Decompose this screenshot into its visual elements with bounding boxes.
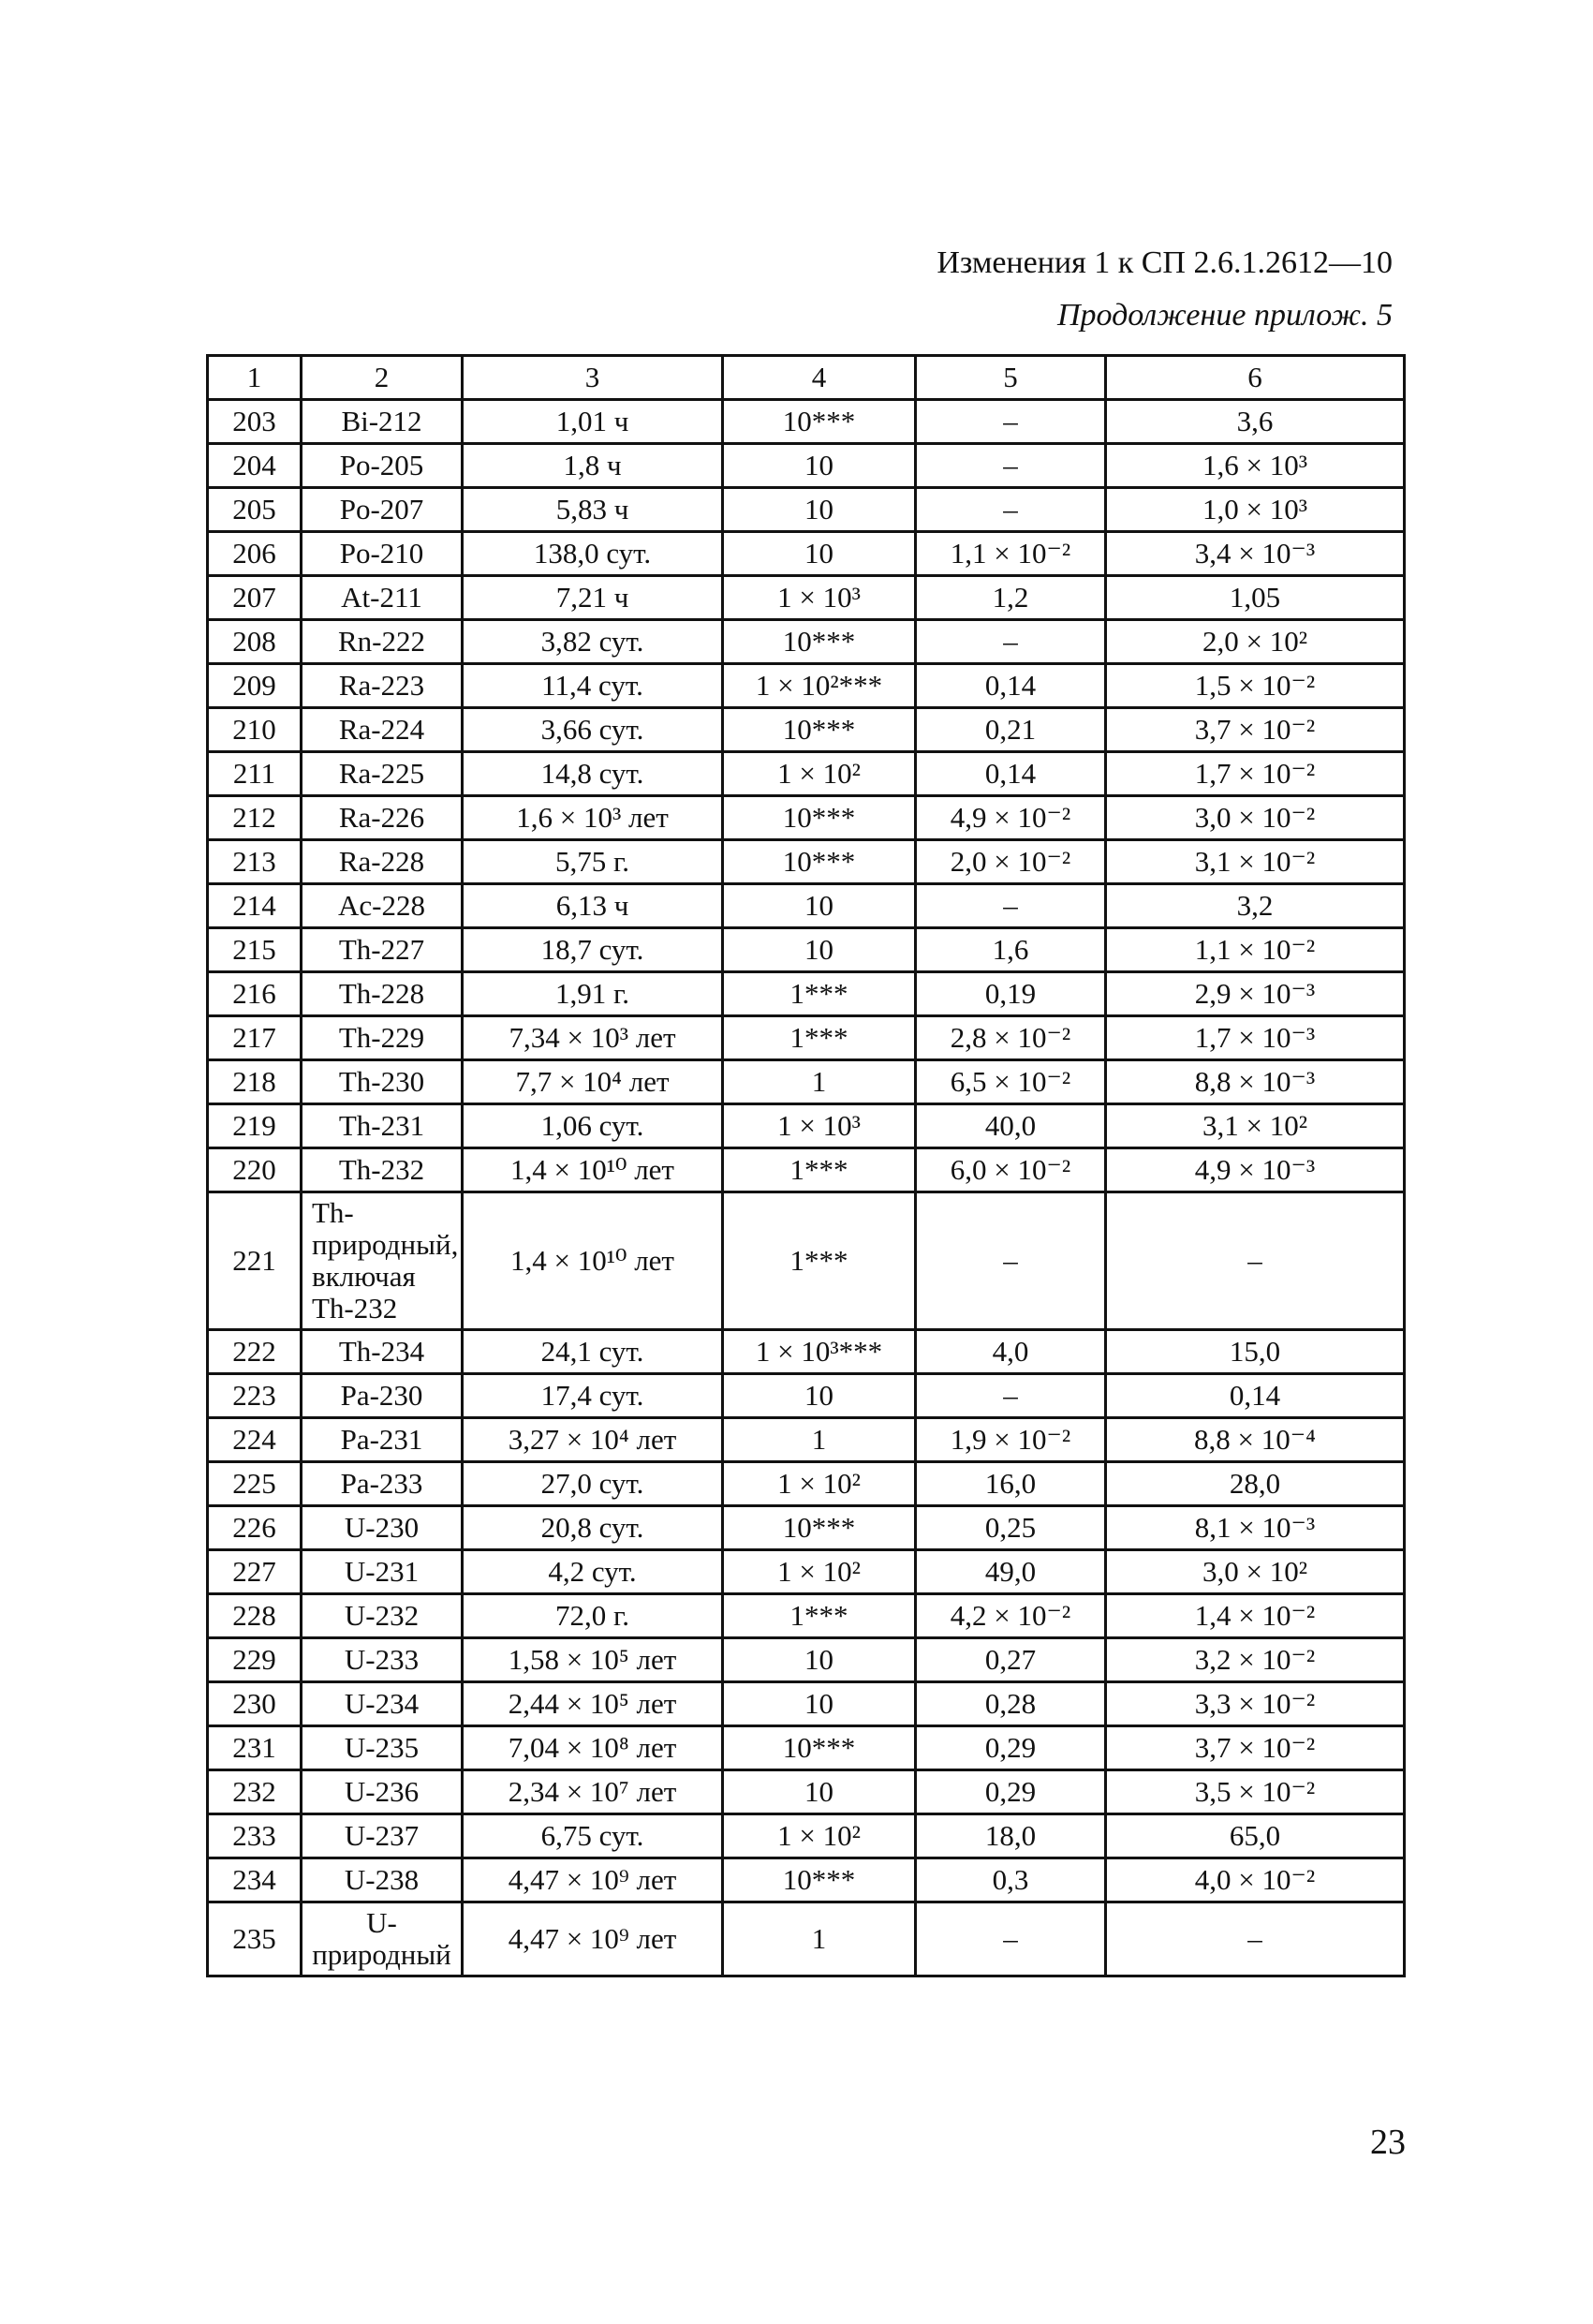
col6-cell: 1,1 × 10⁻² xyxy=(1106,928,1405,972)
row-number-cell: 209 xyxy=(208,664,302,708)
nuclide-cell: Ra-223 xyxy=(302,664,463,708)
col5-cell: – xyxy=(916,488,1106,532)
nuclide-cell: Pa-233 xyxy=(302,1462,463,1506)
table-row xyxy=(208,928,1405,972)
row-number-cell: 229 xyxy=(208,1638,302,1682)
column-number-row xyxy=(208,356,1405,400)
row-number-cell: 216 xyxy=(208,972,302,1016)
col5-cell: – xyxy=(916,444,1106,488)
half-life-cell: 2,44 × 10⁵ лет xyxy=(463,1682,723,1726)
nuclide-cell: Ra-225 xyxy=(302,752,463,796)
nuclide-cell: Ra-224 xyxy=(302,708,463,752)
table-row xyxy=(208,620,1405,664)
table-row xyxy=(208,400,1405,444)
table-row xyxy=(208,1594,1405,1638)
col6-cell: 3,5 × 10⁻² xyxy=(1106,1770,1405,1814)
col6-cell: 3,0 × 10² xyxy=(1106,1550,1405,1594)
col6-cell: 1,6 × 10³ xyxy=(1106,444,1405,488)
half-life-cell: 1,01 ч xyxy=(463,400,723,444)
column-number: 4 xyxy=(723,356,916,400)
half-life-cell: 7,34 × 10³ лет xyxy=(463,1016,723,1060)
col4-cell: 10*** xyxy=(723,400,916,444)
col4-cell: 10*** xyxy=(723,1726,916,1770)
row-number-cell: 207 xyxy=(208,576,302,620)
half-life-cell: 4,47 × 10⁹ лет xyxy=(463,1858,723,1902)
table-row xyxy=(208,840,1405,884)
table-row xyxy=(208,1462,1405,1506)
col4-cell: 1*** xyxy=(723,972,916,1016)
col6-cell: 3,1 × 10⁻² xyxy=(1106,840,1405,884)
col5-cell: 18,0 xyxy=(916,1814,1106,1858)
col5-cell: – xyxy=(916,1192,1106,1330)
table-row xyxy=(208,1682,1405,1726)
row-number-cell: 203 xyxy=(208,400,302,444)
half-life-cell: 1,91 г. xyxy=(463,972,723,1016)
col6-cell: 1,05 xyxy=(1106,576,1405,620)
table-row xyxy=(208,444,1405,488)
col4-cell: 1 xyxy=(723,1060,916,1104)
row-number-cell: 221 xyxy=(208,1192,302,1330)
nuclide-cell: U-230 xyxy=(302,1506,463,1550)
col4-cell: 1 × 10³*** xyxy=(723,1330,916,1374)
table-row xyxy=(208,488,1405,532)
row-number-cell: 226 xyxy=(208,1506,302,1550)
col6-cell: – xyxy=(1106,1192,1405,1330)
col6-cell: 1,0 × 10³ xyxy=(1106,488,1405,532)
table-row xyxy=(208,1858,1405,1902)
col6-cell: 4,0 × 10⁻² xyxy=(1106,1858,1405,1902)
table-body xyxy=(208,356,1405,1976)
row-number-cell: 234 xyxy=(208,1858,302,1902)
row-number-cell: 232 xyxy=(208,1770,302,1814)
col6-cell: – xyxy=(1106,1902,1405,1976)
half-life-cell: 4,2 сут. xyxy=(463,1550,723,1594)
half-life-cell: 6,13 ч xyxy=(463,884,723,928)
column-number: 6 xyxy=(1106,356,1405,400)
col4-cell: 1 × 10²*** xyxy=(723,664,916,708)
continuation-caption: Продолжение прилож. 5 xyxy=(1056,298,1393,333)
nuclide-cell: Po-205 xyxy=(302,444,463,488)
col5-cell: 4,2 × 10⁻² xyxy=(916,1594,1106,1638)
table-row xyxy=(208,1330,1405,1374)
table-row xyxy=(208,1902,1405,1976)
row-number-cell: 213 xyxy=(208,840,302,884)
table-row xyxy=(208,1506,1405,1550)
nuclide-cell: U-238 xyxy=(302,1858,463,1902)
nuclide-cell: Th-227 xyxy=(302,928,463,972)
col6-cell: 1,4 × 10⁻² xyxy=(1106,1594,1405,1638)
col5-cell: 0,19 xyxy=(916,972,1106,1016)
table-row xyxy=(208,752,1405,796)
col6-cell: 1,7 × 10⁻³ xyxy=(1106,1016,1405,1060)
half-life-cell: 11,4 сут. xyxy=(463,664,723,708)
row-number-cell: 227 xyxy=(208,1550,302,1594)
table-row xyxy=(208,708,1405,752)
col5-cell: – xyxy=(916,400,1106,444)
col4-cell: 10 xyxy=(723,532,916,576)
col4-cell: 10 xyxy=(723,444,916,488)
col4-cell: 1 × 10³ xyxy=(723,576,916,620)
col4-cell: 1 xyxy=(723,1902,916,1976)
row-number-cell: 223 xyxy=(208,1374,302,1418)
nuclide-cell: Th-229 xyxy=(302,1016,463,1060)
table-row xyxy=(208,972,1405,1016)
table-row xyxy=(208,1418,1405,1462)
nuclide-cell: Th-234 xyxy=(302,1330,463,1374)
col4-cell: 1 xyxy=(723,1418,916,1462)
row-number-cell: 214 xyxy=(208,884,302,928)
table-row xyxy=(208,532,1405,576)
col4-cell: 10*** xyxy=(723,620,916,664)
half-life-cell: 1,06 сут. xyxy=(463,1104,723,1148)
col5-cell: 0,3 xyxy=(916,1858,1106,1902)
half-life-cell: 1,4 × 10¹⁰ лет xyxy=(463,1192,723,1330)
col5-cell: 0,27 xyxy=(916,1638,1106,1682)
col6-cell: 3,7 × 10⁻² xyxy=(1106,1726,1405,1770)
col6-cell: 3,2 xyxy=(1106,884,1405,928)
col6-cell: 8,8 × 10⁻⁴ xyxy=(1106,1418,1405,1462)
nuclide-cell: U-235 xyxy=(302,1726,463,1770)
nuclide-cell: Rn-222 xyxy=(302,620,463,664)
table-row xyxy=(208,1192,1405,1330)
half-life-cell: 5,83 ч xyxy=(463,488,723,532)
row-number-cell: 215 xyxy=(208,928,302,972)
row-number-cell: 220 xyxy=(208,1148,302,1192)
nuclide-cell: U-232 xyxy=(302,1594,463,1638)
page-number: 23 xyxy=(1370,2123,1406,2162)
row-number-cell: 235 xyxy=(208,1902,302,1976)
col6-cell: 3,6 xyxy=(1106,400,1405,444)
table-row xyxy=(208,1550,1405,1594)
col5-cell: 0,21 xyxy=(916,708,1106,752)
table-row xyxy=(208,1726,1405,1770)
half-life-cell: 3,66 сут. xyxy=(463,708,723,752)
col6-cell: 3,2 × 10⁻² xyxy=(1106,1638,1405,1682)
table-row xyxy=(208,1060,1405,1104)
table-row xyxy=(208,1374,1405,1418)
nuclide-cell: Bi-212 xyxy=(302,400,463,444)
table-row xyxy=(208,1104,1405,1148)
row-number-cell: 218 xyxy=(208,1060,302,1104)
radionuclide-table xyxy=(206,354,1406,1977)
nuclide-cell: Th-природный, включая Th-232 xyxy=(302,1192,463,1330)
col6-cell: 8,1 × 10⁻³ xyxy=(1106,1506,1405,1550)
column-number: 1 xyxy=(208,356,302,400)
col5-cell: 1,1 × 10⁻² xyxy=(916,532,1106,576)
col5-cell: 0,14 xyxy=(916,752,1106,796)
col5-cell: 0,25 xyxy=(916,1506,1106,1550)
col4-cell: 1 × 10² xyxy=(723,752,916,796)
col4-cell: 10*** xyxy=(723,1858,916,1902)
col4-cell: 10 xyxy=(723,1638,916,1682)
col5-cell: 4,9 × 10⁻² xyxy=(916,796,1106,840)
row-number-cell: 224 xyxy=(208,1418,302,1462)
col6-cell: 1,5 × 10⁻² xyxy=(1106,664,1405,708)
col6-cell: 2,0 × 10² xyxy=(1106,620,1405,664)
table-row xyxy=(208,1814,1405,1858)
half-life-cell: 27,0 сут. xyxy=(463,1462,723,1506)
col5-cell: 2,0 × 10⁻² xyxy=(916,840,1106,884)
col4-cell: 10 xyxy=(723,884,916,928)
row-number-cell: 231 xyxy=(208,1726,302,1770)
col4-cell: 10 xyxy=(723,928,916,972)
half-life-cell: 7,04 × 10⁸ лет xyxy=(463,1726,723,1770)
col5-cell: 6,0 × 10⁻² xyxy=(916,1148,1106,1192)
row-number-cell: 225 xyxy=(208,1462,302,1506)
document-reference: Изменения 1 к СП 2.6.1.2612—10 xyxy=(937,245,1393,280)
col6-cell: 8,8 × 10⁻³ xyxy=(1106,1060,1405,1104)
half-life-cell: 3,27 × 10⁴ лет xyxy=(463,1418,723,1462)
col5-cell: 0,28 xyxy=(916,1682,1106,1726)
col5-cell: – xyxy=(916,620,1106,664)
row-number-cell: 204 xyxy=(208,444,302,488)
col6-cell: 3,7 × 10⁻² xyxy=(1106,708,1405,752)
col6-cell: 28,0 xyxy=(1106,1462,1405,1506)
col4-cell: 1 × 10² xyxy=(723,1550,916,1594)
half-life-cell: 2,34 × 10⁷ лет xyxy=(463,1770,723,1814)
col6-cell: 0,14 xyxy=(1106,1374,1405,1418)
table-row xyxy=(208,1770,1405,1814)
half-life-cell: 1,4 × 10¹⁰ лет xyxy=(463,1148,723,1192)
col5-cell: 1,6 xyxy=(916,928,1106,972)
half-life-cell: 4,47 × 10⁹ лет xyxy=(463,1902,723,1976)
row-number-cell: 233 xyxy=(208,1814,302,1858)
nuclide-cell: U-236 xyxy=(302,1770,463,1814)
row-number-cell: 219 xyxy=(208,1104,302,1148)
col6-cell: 1,7 × 10⁻² xyxy=(1106,752,1405,796)
col5-cell: 49,0 xyxy=(916,1550,1106,1594)
col5-cell: 0,14 xyxy=(916,664,1106,708)
col6-cell: 3,3 × 10⁻² xyxy=(1106,1682,1405,1726)
col4-cell: 1 × 10³ xyxy=(723,1104,916,1148)
col6-cell: 3,4 × 10⁻³ xyxy=(1106,532,1405,576)
col6-cell: 15,0 xyxy=(1106,1330,1405,1374)
half-life-cell: 14,8 сут. xyxy=(463,752,723,796)
row-number-cell: 205 xyxy=(208,488,302,532)
col5-cell: 0,29 xyxy=(916,1726,1106,1770)
column-number: 3 xyxy=(463,356,723,400)
nuclide-cell: U-233 xyxy=(302,1638,463,1682)
col4-cell: 1*** xyxy=(723,1016,916,1060)
row-number-cell: 217 xyxy=(208,1016,302,1060)
nuclide-cell: Pa-231 xyxy=(302,1418,463,1462)
col5-cell: 0,29 xyxy=(916,1770,1106,1814)
column-number: 5 xyxy=(916,356,1106,400)
column-number: 2 xyxy=(302,356,463,400)
nuclide-cell: At-211 xyxy=(302,576,463,620)
table-row xyxy=(208,1148,1405,1192)
col5-cell: – xyxy=(916,1374,1106,1418)
col5-cell: – xyxy=(916,884,1106,928)
half-life-cell: 6,75 сут. xyxy=(463,1814,723,1858)
col5-cell: 6,5 × 10⁻² xyxy=(916,1060,1106,1104)
table-row xyxy=(208,1016,1405,1060)
table-row xyxy=(208,1638,1405,1682)
col4-cell: 1*** xyxy=(723,1594,916,1638)
row-number-cell: 206 xyxy=(208,532,302,576)
nuclide-cell: Ra-226 xyxy=(302,796,463,840)
col4-cell: 10 xyxy=(723,1682,916,1726)
col6-cell: 65,0 xyxy=(1106,1814,1405,1858)
half-life-cell: 3,82 сут. xyxy=(463,620,723,664)
col5-cell: – xyxy=(916,1902,1106,1976)
half-life-cell: 7,7 × 10⁴ лет xyxy=(463,1060,723,1104)
row-number-cell: 210 xyxy=(208,708,302,752)
col4-cell: 10 xyxy=(723,1374,916,1418)
row-number-cell: 230 xyxy=(208,1682,302,1726)
row-number-cell: 211 xyxy=(208,752,302,796)
nuclide-cell: U-природный xyxy=(302,1902,463,1976)
col6-cell: 4,9 × 10⁻³ xyxy=(1106,1148,1405,1192)
half-life-cell: 24,1 сут. xyxy=(463,1330,723,1374)
table-row xyxy=(208,664,1405,708)
col5-cell: 1,2 xyxy=(916,576,1106,620)
nuclide-cell: Ra-228 xyxy=(302,840,463,884)
col5-cell: 2,8 × 10⁻² xyxy=(916,1016,1106,1060)
col4-cell: 1*** xyxy=(723,1192,916,1330)
nuclide-cell: Ac-228 xyxy=(302,884,463,928)
half-life-cell: 18,7 сут. xyxy=(463,928,723,972)
table-row xyxy=(208,796,1405,840)
half-life-cell: 138,0 сут. xyxy=(463,532,723,576)
half-life-cell: 1,6 × 10³ лет xyxy=(463,796,723,840)
col4-cell: 10 xyxy=(723,488,916,532)
half-life-cell: 5,75 г. xyxy=(463,840,723,884)
nuclide-cell: Po-207 xyxy=(302,488,463,532)
nuclide-cell: Th-232 xyxy=(302,1148,463,1192)
nuclide-cell: Po-210 xyxy=(302,532,463,576)
half-life-cell: 17,4 сут. xyxy=(463,1374,723,1418)
nuclide-cell: Pa-230 xyxy=(302,1374,463,1418)
table-row xyxy=(208,884,1405,928)
half-life-cell: 72,0 г. xyxy=(463,1594,723,1638)
col4-cell: 10*** xyxy=(723,1506,916,1550)
col4-cell: 10*** xyxy=(723,796,916,840)
col6-cell: 3,1 × 10² xyxy=(1106,1104,1405,1148)
nuclide-cell: Th-231 xyxy=(302,1104,463,1148)
nuclide-cell: U-234 xyxy=(302,1682,463,1726)
col4-cell: 10*** xyxy=(723,840,916,884)
half-life-cell: 1,58 × 10⁵ лет xyxy=(463,1638,723,1682)
nuclide-cell: Th-228 xyxy=(302,972,463,1016)
table-row xyxy=(208,576,1405,620)
col5-cell: 40,0 xyxy=(916,1104,1106,1148)
half-life-cell: 20,8 сут. xyxy=(463,1506,723,1550)
col4-cell: 1 × 10² xyxy=(723,1462,916,1506)
nuclide-cell: U-231 xyxy=(302,1550,463,1594)
row-number-cell: 222 xyxy=(208,1330,302,1374)
col4-cell: 1 × 10² xyxy=(723,1814,916,1858)
row-number-cell: 228 xyxy=(208,1594,302,1638)
col5-cell: 16,0 xyxy=(916,1462,1106,1506)
half-life-cell: 1,8 ч xyxy=(463,444,723,488)
nuclide-cell: U-237 xyxy=(302,1814,463,1858)
col5-cell: 1,9 × 10⁻² xyxy=(916,1418,1106,1462)
col4-cell: 10*** xyxy=(723,708,916,752)
half-life-cell: 7,21 ч xyxy=(463,576,723,620)
nuclide-cell: Th-230 xyxy=(302,1060,463,1104)
col6-cell: 2,9 × 10⁻³ xyxy=(1106,972,1405,1016)
col6-cell: 3,0 × 10⁻² xyxy=(1106,796,1405,840)
row-number-cell: 212 xyxy=(208,796,302,840)
col4-cell: 10 xyxy=(723,1770,916,1814)
col5-cell: 4,0 xyxy=(916,1330,1106,1374)
row-number-cell: 208 xyxy=(208,620,302,664)
col4-cell: 1*** xyxy=(723,1148,916,1192)
